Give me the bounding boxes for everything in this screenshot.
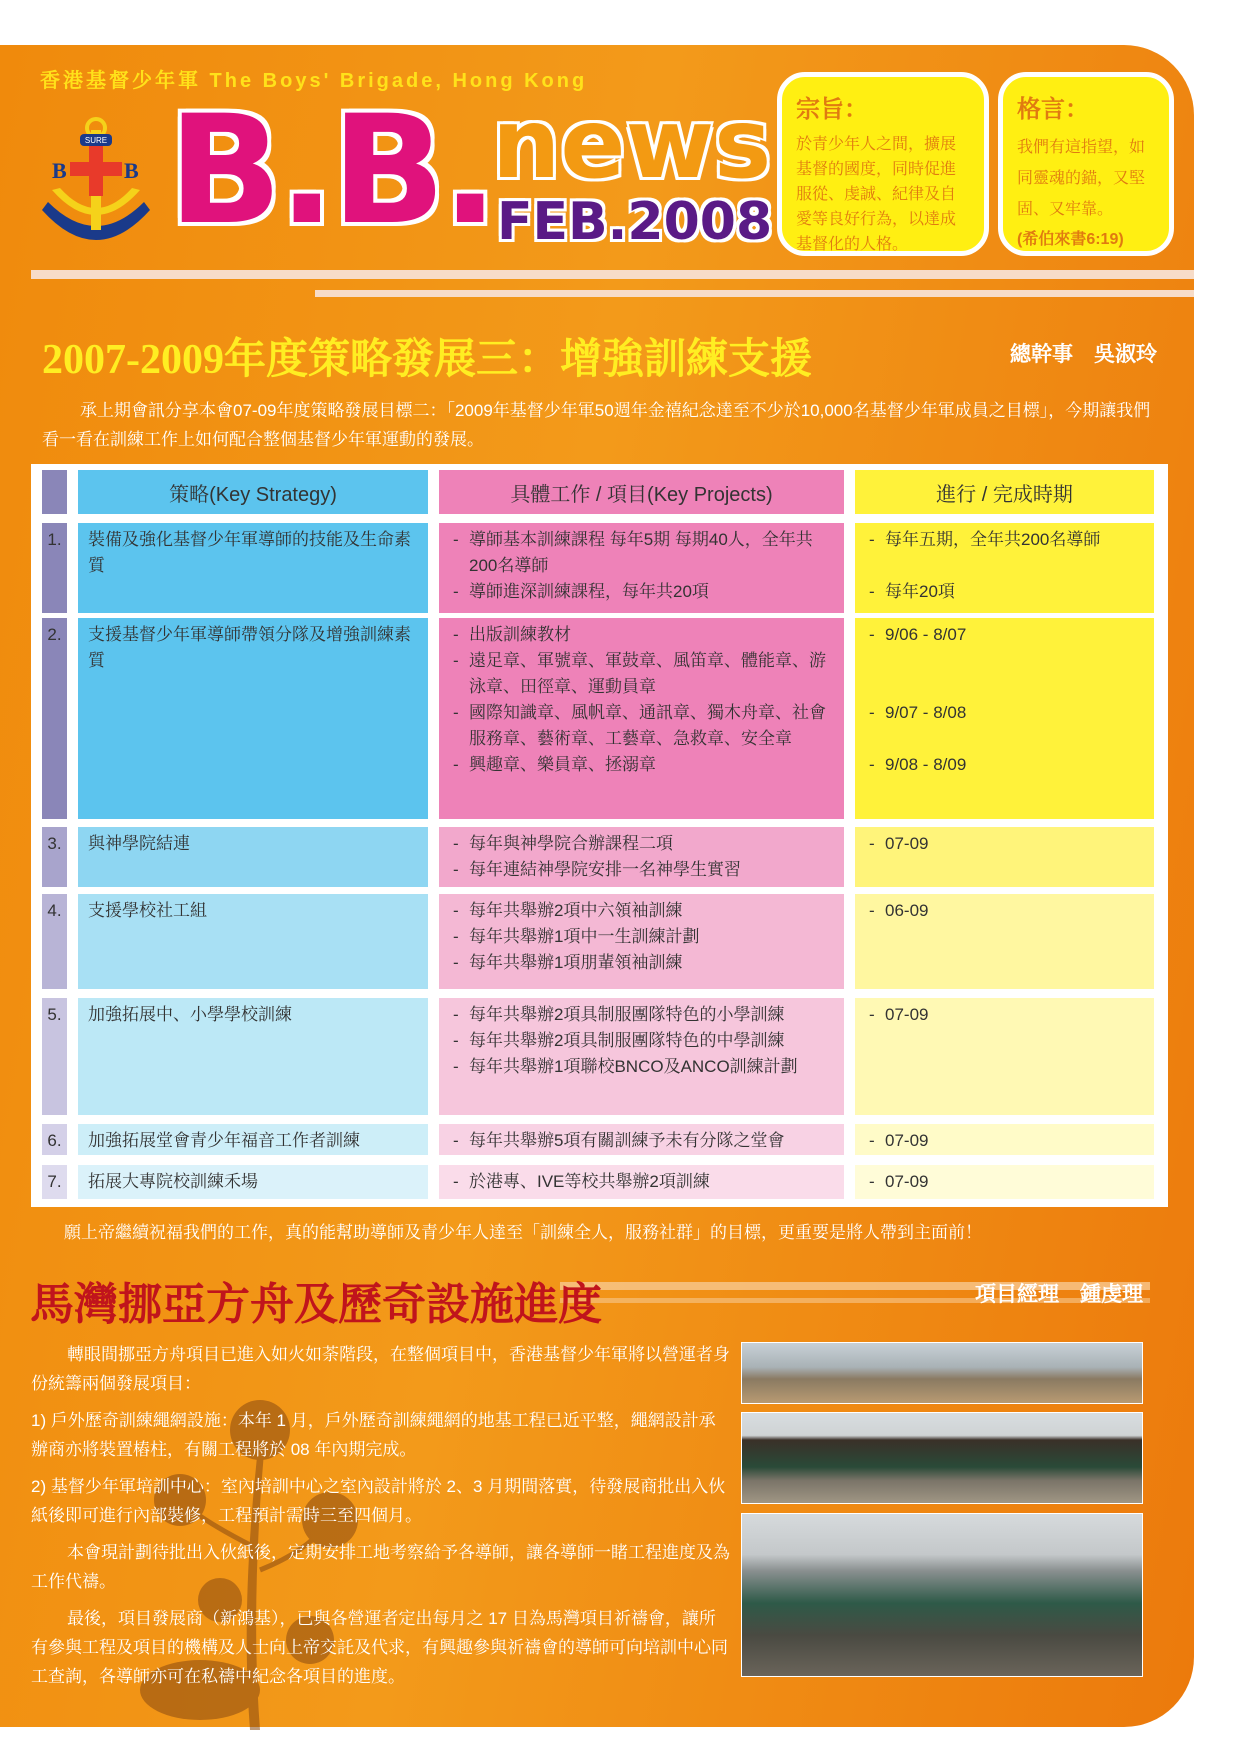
period-cell: [855, 894, 1154, 989]
news-logo-text: news: [492, 88, 772, 200]
period-cell: [855, 618, 1154, 819]
project-item: - 每年與神學院合辦課程二項: [449, 831, 834, 857]
project-item: - 每年共舉辦2項中六領袖訓練: [449, 898, 834, 924]
strategy-cell: 與神學院結連: [78, 827, 428, 887]
project-item: - 每年共舉辦1項朋輩領袖訓練: [449, 950, 834, 976]
project-item: - 每年連結神學院安排一名神學生實習: [449, 857, 834, 883]
period-item: - 07-09: [865, 1128, 1144, 1154]
projects-cell: [439, 827, 844, 887]
article-author: 總幹事 吳淑玲: [1010, 343, 1157, 366]
project-item: - 每年共舉辦2項具制服團隊特色的中學訓練: [449, 1028, 834, 1054]
section-author: 項目經理 鍾虔理: [975, 1283, 1143, 1306]
project-item: - 興趣章、樂員章、拯溺章: [449, 752, 834, 778]
period-cell: [855, 1124, 1154, 1155]
table-row: [31, 618, 1168, 819]
row-number: 7.: [42, 1165, 67, 1199]
strategy-cell: 支援學校社工組: [78, 894, 428, 989]
article-title: 2007-2009年度策略發展三：增強訓練支援: [42, 337, 812, 383]
projects-cell: [439, 1165, 844, 1199]
projects-cell: [439, 618, 844, 819]
project-item: - 每年共舉辦1項聯校BNCO及ANCO訓練計劃: [449, 1054, 834, 1080]
construction-photo: [741, 1412, 1143, 1504]
table-row: [31, 1124, 1168, 1155]
period-item: - 9/07 - 8/08: [865, 700, 1144, 752]
paragraph: 最後，項目發展商（新鴻基），已與各營運者定出每月之 17 日為馬灣項目祈禱會，讓所有參與工程及項目的機構及人士向上帝交託及代求，有興趣參與祈禱會的導師可向培訓中心同工查詢，各導師亦可在私禱中紀念各項目的進度。: [31, 1609, 728, 1686]
aim-box: [777, 72, 989, 256]
strategy-cell: 加強拓展中、小學學校訓練: [78, 998, 428, 1115]
construction-photo: [741, 1342, 1143, 1404]
period-item: - 06-09: [865, 898, 1144, 924]
period-item: - 07-09: [865, 1169, 1144, 1195]
period-cell: [855, 827, 1154, 887]
projects-cell: [439, 1124, 844, 1155]
period-cell: [855, 523, 1154, 613]
article-closing: 願上帝繼續祝福我們的工作，真的能幫助導師及青少年人達至「訓練全人，服務社群」的目標，更重要是將人帶到主面前！: [64, 1223, 982, 1242]
period-item: - 9/06 - 8/07: [865, 622, 1144, 648]
project-item: - 每年共舉辦1項中一生訓練計劃: [449, 924, 834, 950]
strategy-cell: 加強拓展堂會青少年福音工作者訓練: [78, 1124, 428, 1155]
strategy-cell: 裝備及強化基督少年軍導師的技能及生命素質: [78, 523, 428, 613]
paragraph: 本會現計劃待批出入伙紙後，定期安排工地考察給予各導師，讓各導師一睹工程進度及為工作代禱。: [31, 1543, 730, 1591]
projects-cell: [439, 894, 844, 989]
divider: [31, 270, 1194, 279]
svg-text:SURE: SURE: [84, 136, 108, 145]
organization-name: 香港基督少年軍 The Boys' Brigade, Hong Kong: [40, 70, 588, 92]
svg-text:B: B: [52, 158, 67, 183]
row-number: 1.: [42, 523, 67, 613]
project-item: - 國際知識章、風帆章、通訊章、獨木舟章、社會服務章、藝術章、工藝章、急救章、安全章: [449, 700, 834, 752]
row-number: 5.: [42, 998, 67, 1115]
table-row: [31, 894, 1168, 989]
section-title: 馬灣挪亞方舟及歷奇設施進度: [30, 1280, 602, 1329]
table-row: [31, 827, 1168, 887]
aim-title: 宗旨：: [796, 96, 868, 123]
construction-photo: [741, 1513, 1143, 1677]
header-number: [42, 470, 67, 514]
motto-title: 格言：: [1017, 96, 1089, 123]
period-item: - 07-09: [865, 831, 1144, 857]
motto-text: 我們有這指望，如同靈魂的錨，又堅固、又牢靠。: [1017, 139, 1146, 218]
motto-box: [998, 72, 1174, 256]
issue-date: FEB.2008: [497, 192, 773, 252]
article-intro: 承上期會訊分享本會07-09年度策略發展目標二：「2009年基督少年軍50週年金禧紀念達至不少於10,000名基督少年軍成員之目標」，今期讓我們看一看在訓練工作上如何配合整個基督少年軍運動的發展。: [42, 401, 1151, 449]
project-item: - 出版訓練教材: [449, 622, 834, 648]
header-period: 進行 / 完成時期: [855, 470, 1154, 514]
table-row: [31, 523, 1168, 613]
period-item: - 07-09: [865, 1002, 1144, 1028]
header-strategy: 策略(Key Strategy): [78, 470, 428, 514]
row-number: 6.: [42, 1124, 67, 1155]
project-item: - 於港專、IVE等校共舉辦2項訓練: [449, 1169, 834, 1195]
project-item: - 遠足章、軍號章、軍鼓章、風笛章、體能章、游泳章、田徑章、運動員章: [449, 648, 834, 700]
table-row: [31, 998, 1168, 1115]
motto-reference: (希伯來書6:19): [1017, 231, 1124, 248]
project-item: - 每年共舉辦2項具制服團隊特色的小學訓練: [449, 1002, 834, 1028]
period-cell: [855, 998, 1154, 1115]
project-item: - 每年共舉辦5項有關訓練予未有分隊之堂會: [449, 1128, 834, 1154]
aim-text: 於青少年人之間，擴展基督的國度，同時促進服從、虔誠、紀律及自愛等良好行為，以達成基督化的人格。: [796, 136, 957, 253]
paragraph: 2) 基督少年軍培訓中心：室內培訓中心之室內設計將於 2、3 月期間落實，待發展商批出入伙紙後即可進行內部裝修，工程預計需時三至四個月。: [31, 1477, 726, 1525]
boys-brigade-anchor-logo: [32, 110, 160, 258]
paragraph: 轉眼間挪亞方舟項目已進入如火如荼階段，在整個項目中，香港基督少年軍將以營運者身份統籌兩個發展項目：: [31, 1345, 730, 1393]
period-item: - 9/08 - 8/09: [865, 752, 1144, 778]
projects-cell: [439, 523, 844, 613]
svg-text:B: B: [124, 158, 139, 183]
row-number: 3.: [42, 827, 67, 887]
bb-logo-text: B.B.: [168, 84, 495, 258]
table-row: [31, 1165, 1168, 1199]
divider: [315, 290, 1194, 297]
project-item: - 導師進深訓練課程，每年共20項: [449, 579, 834, 605]
row-number: 2.: [42, 618, 67, 819]
row-number: 4.: [42, 894, 67, 989]
projects-cell: [439, 998, 844, 1115]
project-item: - 導師基本訓練課程 每年5期 每期40人，全年共200名導師: [449, 527, 834, 579]
header-projects: 具體工作 / 項目(Key Projects): [439, 470, 844, 514]
section-body: [31, 1340, 731, 1699]
strategy-cell: 支援基督少年軍導師帶領分隊及增強訓練素質: [78, 618, 428, 819]
paragraph: 1) 戶外歷奇訓練繩網設施：本年 1 月，戶外歷奇訓練繩網的地基工程已近平整，繩網設計承辦商亦將裝置樁柱，有關工程將於 08 年內期完成。: [31, 1411, 716, 1459]
period-item: - 每年20項: [865, 579, 1144, 605]
period-cell: [855, 1165, 1154, 1199]
period-item: - 每年五期，全年共200名導師: [865, 527, 1144, 579]
strategy-table: [31, 464, 1168, 1207]
strategy-cell: 拓展大專院校訓練禾場: [78, 1165, 428, 1199]
